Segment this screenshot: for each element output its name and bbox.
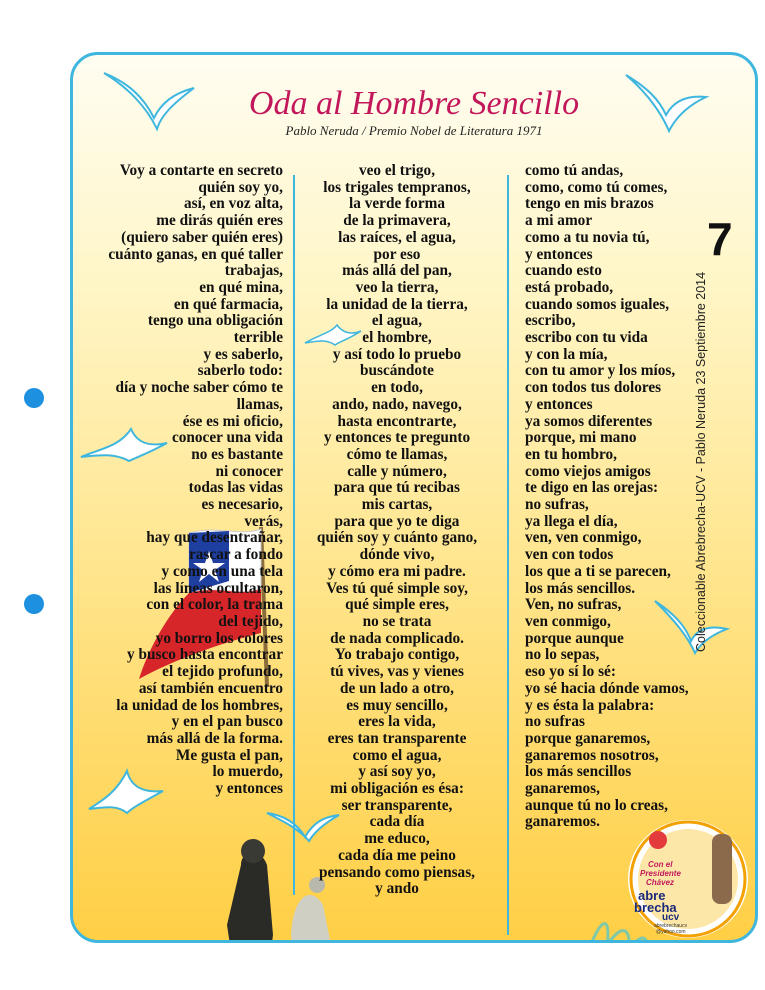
poem-line: no sufras, [525,496,589,514]
poem-line: cuando somos iguales, [525,295,670,313]
poem-line: más allá del pan, [342,262,452,280]
binder-hole-bottom [24,594,44,614]
poem-line: tengo una obligación [147,312,283,330]
poem-line: escribo, [525,312,576,330]
poem-line: quién soy yo, [198,178,283,196]
poem-line: en qué mina, [199,278,283,296]
poem-line: ya somos diferentes [525,412,653,430]
column-divider [293,175,295,895]
poem-line: por eso [373,245,421,263]
poem-line: tengo en mis brazos [525,195,654,213]
poem-line: de la primavera, [343,212,451,230]
poem-line: yo sé hacia dónde vamos, [525,679,689,697]
poem-line: ando, nado, navego, [332,395,462,413]
binder-hole-top [24,388,44,408]
poem-line: porque ganaremos, [525,729,651,747]
poem-line: calle y número, [347,462,447,480]
poem-line: ven, ven conmigo, [525,529,642,547]
poem-line: yo borro los colores [155,629,283,647]
poem-line: tú vives, vas y vienes [330,663,464,681]
poem-line: más allá de la forma. [146,729,283,747]
poem-line: saberlo todo: [197,362,283,380]
poem-line: la unidad de los hombres, [116,696,283,714]
poem-line: ése es mi oficio, [182,412,283,430]
poem-line: me educo, [364,830,430,848]
poem-line: como tú andas, [525,162,624,179]
poem-line: hay que desentrañar, [146,529,283,547]
poem-line: el tejido profundo, [162,663,283,681]
poem-line: ya llega el día, [525,512,618,530]
poem-line: cómo te llamas, [346,445,448,463]
poem-line: dónde vivo, [359,546,435,564]
poem-line: ven con todos [525,546,614,564]
poem-line: está probado, [525,278,614,296]
poem-title: Oda al Hombre Sencillo [248,85,580,122]
poem-line: así, en voz alta, [184,195,283,213]
poem-line: y es ésta la palabra: [525,696,655,714]
poem-line: para que tú recibas [334,479,460,497]
poem-line: y busco hasta encontrar [127,646,283,664]
poem-line: de nada complicado. [330,629,464,647]
poem-line: verás, [244,512,283,530]
poem-line: terrible [233,329,283,347]
poem-line: mis cartas, [361,496,433,514]
poem-line: no sufras [525,713,585,731]
poem-line: y entonces [525,245,593,263]
poem-line: y así todo lo pruebo [332,345,462,363]
poem-line: y entonces [525,395,593,413]
poem-line: ganaremos, [525,780,600,798]
poem-line: veo la tierra, [355,278,439,296]
poem-line: el hombre, [362,329,432,347]
logo-line3: Chávez [646,878,675,887]
poem-subtitle: Pablo Neruda / Premio Nobel de Literatura 1971 [285,123,543,138]
logo-brand-ucv: ucv [662,912,680,923]
poem-line: el agua, [371,312,423,330]
poem-line: con el color, la trama [146,596,283,614]
poem-line: ganaremos. [525,813,600,831]
poem-line: ven conmigo, [525,612,611,630]
poem-line: Ves tú qué simple soy, [326,579,468,597]
poem-line: como a tu novia tú, [525,228,650,246]
poem-line: con tu amor y los míos, [525,362,676,380]
poem-line: todas las vidas [188,479,283,497]
poem-line: de un lado a otro, [339,679,455,697]
poem-line: lo muerdo, [212,763,283,781]
poem-line: Yo trabajo contigo, [334,646,460,664]
poem-line: porque aunque [525,629,624,647]
poem-line: te digo en las orejas: [525,479,659,497]
poem-line: la verde forma [349,195,445,213]
poem-line: y ando [375,880,419,898]
poem-line: cuando esto [525,262,602,280]
poem-line: los más sencillos [525,763,632,781]
poem-line: Me gusta el pan, [175,746,283,764]
poem-line: como el agua, [352,746,442,764]
poem-line: en tu hombro, [525,445,617,463]
poem-line: a mi amor [525,212,593,230]
poem-line: eso yo sí lo sé: [525,663,616,681]
poem-line: (quiero saber quién eres) [121,228,283,246]
poem-line: buscándote [360,362,434,380]
poem-line: día y noche saber cómo te [115,379,283,397]
poem-line: la unidad de la tierra, [326,295,468,313]
poem-line: como viejos amigos [525,462,651,480]
poem-line: hasta encontrarte, [337,412,457,430]
poem-line: y entonces [215,780,283,798]
logo-line2: Presidente [640,869,681,878]
poem-line: escribo con tu vida [525,329,648,347]
poem-line: y en el pan busco [171,713,283,731]
poem-line: como, como tú comes, [525,178,668,196]
page-number: 7 [707,213,733,265]
poem-line: con todos tus dolores [525,379,662,397]
poem-line: ganaremos nosotros, [525,746,659,764]
poem-line: qué simple eres, [345,596,449,614]
poem-line: veo el trigo, [358,162,436,179]
logo-brand-abre: abre [638,888,666,903]
poem-line: cuánto ganas, en qué taller [108,245,283,263]
poem-line: aunque tú no lo creas, [525,796,668,814]
poem-line: Voy a contarte en secreto [119,162,283,179]
abrebrecha-logo [628,820,748,938]
poem-line: y es saberlo, [203,345,283,363]
poem-line: eres la vida, [358,713,436,731]
logo-footer1: abrebrechaucv [654,923,688,929]
poem-card [70,52,758,943]
poem-line: para que yo te diga [334,512,460,530]
poem-line: llamas, [236,395,283,413]
poem-line: y así soy yo, [358,763,436,781]
poem-line: es necesario, [201,496,283,514]
poem-line: así también encuentro [138,679,283,697]
poem-line: no se trata [362,612,432,630]
logo-line1: Con el [648,860,673,869]
poem-line: pensando como piensas, [319,863,475,881]
poem-line: Ven, no sufras, [525,596,622,614]
poem-line: ni conocer [215,462,283,480]
poem-line: y entonces te pregunto [323,429,471,447]
logo-footer2: @yahoo.com [656,929,686,935]
poem-line: los trigales tempranos, [323,178,471,196]
poem-line: cada día [369,813,425,831]
poem-line: los que a ti se parecen, [525,562,671,580]
poem-line: me dirás quién eres [156,212,283,230]
poem-line: rascar a fondo [188,546,283,564]
poem-line: cada día me peino [338,846,456,864]
poem-column-1 [83,163,283,798]
poem-line: no lo sepas, [525,646,600,664]
poem-line: eres tan transparente [327,729,467,747]
poem-line: quién soy y cuánto gano, [316,529,478,547]
poem-line: no es bastante [191,445,283,463]
poem-line: en todo, [371,379,423,397]
poem-line: conocer una vida [171,429,283,447]
column-divider [507,175,509,935]
poem-line: mi obligación es ésa: [330,780,464,798]
collection-side-label: Coleccionable Abrebrecha-UCV - Pablo Neruda 23 Septiembre 2014 [694,271,708,652]
poem-line: las líneas ocultaron, [153,579,283,597]
poem-line: y con la mía, [525,345,608,363]
poem-line: en qué farmacia, [173,295,283,313]
poem-line: porque, mi mano [525,429,637,447]
poem-line: y como en una tela [161,562,283,580]
poem-column-2 [299,163,495,898]
poem-line: ser transparente, [341,796,453,814]
poem-line: es muy sencillo, [346,696,448,714]
poem-line: las raíces, el agua, [338,228,456,246]
poem-line: y cómo era mi padre. [328,562,466,580]
poem-line: trabajas, [224,262,283,280]
logo-brand-brecha: brecha [634,900,677,915]
poem-line: los más sencillos. [525,579,636,597]
poem-line: del tejido, [218,612,283,630]
